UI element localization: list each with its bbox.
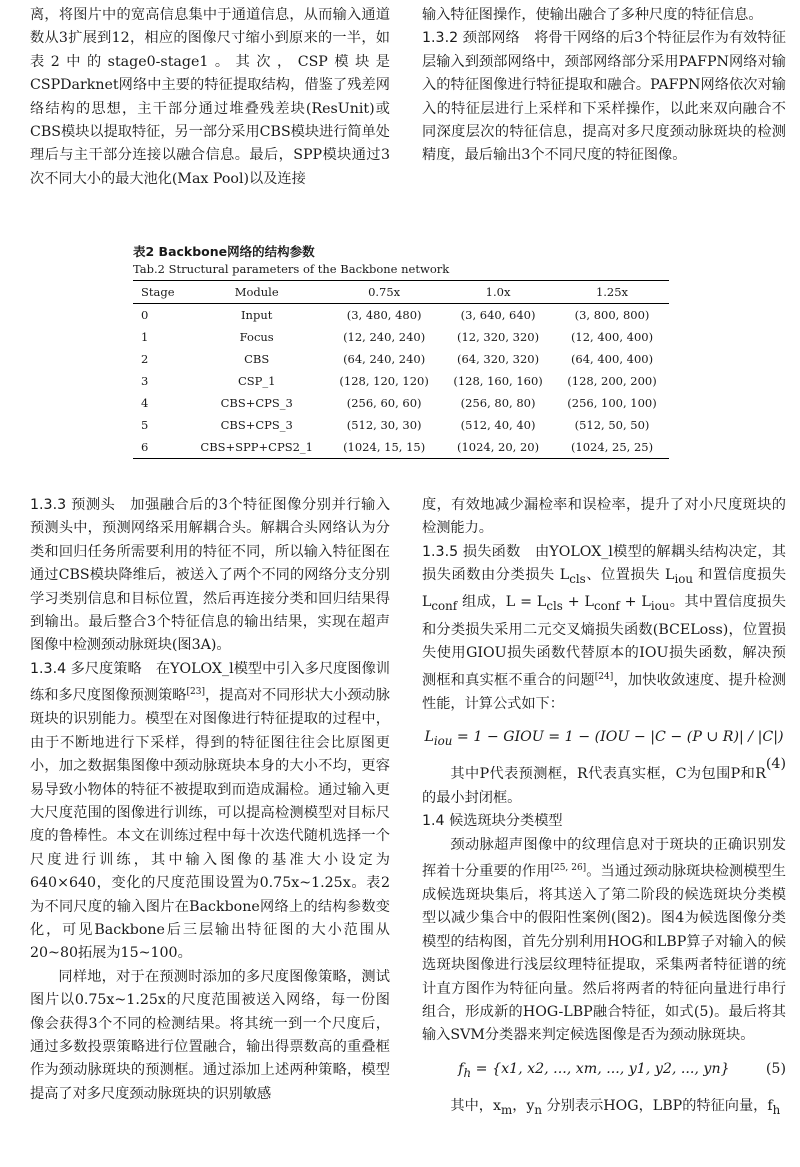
formula-text: f (458, 1060, 464, 1077)
table-cell: CBS+SPP+CPS2_1 (200, 440, 313, 454)
paragraph: 度，有效地减少漏检率和误检率，提升了对小尺度斑块的检测能力。 (422, 497, 786, 537)
section-heading: 1.3.2 颈部网络 (422, 30, 520, 47)
col-header: 1.0x (485, 285, 511, 299)
table-row (133, 436, 669, 459)
citation: [25, 26] (550, 862, 587, 873)
section-1-3-3 (30, 494, 390, 658)
subscript: h (772, 1102, 781, 1117)
section-1-3-5 (422, 541, 786, 716)
paragraph-text: 将骨干网络的后3个特征层作为有效特征层输入到颈部网络中，颈部网络部分采用PAFPN网络对输入的特征图像进行特征提取和融合。PAFPN网络依次对输入的特征层进行上采样和下采样操作，以此来双向融合不同深度层次的特征信息，提高对多尺度颈动脉斑块的检测精度，最后输出3个不同尺度的特征图像。 (422, 30, 786, 164)
paragraph: 输入特征图操作，使输出融合了多种尺度的特征信息。 (422, 7, 763, 23)
table-cell: (1024, 25, 25) (570, 440, 654, 454)
table-cell: (512, 30, 30) (346, 418, 422, 432)
formula-text: L (424, 729, 434, 746)
equation-number: (5) (765, 1060, 786, 1077)
paragraph-text: + L (562, 594, 594, 611)
section-heading: 1.3.5 损失函数 (422, 543, 521, 560)
table-cell: (1024, 20, 20) (456, 440, 540, 454)
table-cell: (64, 240, 240) (343, 352, 426, 366)
subscript: iou (650, 599, 670, 614)
section-heading: 1.3.4 多尺度策略 (30, 660, 142, 677)
table-cell: (64, 320, 320) (456, 352, 540, 366)
table-cell: (12, 400, 400) (570, 330, 654, 344)
subscript: conf (431, 599, 458, 614)
paragraph-text: 和置信度损失 L (422, 567, 787, 611)
col-header: 0.75x (368, 285, 401, 299)
table-cell: (64, 400, 400) (570, 352, 654, 366)
subscript: h (463, 1065, 472, 1080)
table-row (133, 326, 669, 348)
table-cell: (512, 50, 50) (574, 418, 650, 432)
paragraph-text: 在YOLOX_l模型中引入多尺度图像训练和多尺度图像预测策略 (30, 660, 390, 704)
left-column-bottom (30, 494, 390, 1106)
paragraph: 其中P代表预测框，R代表真实框，C为包围P和R的最小封闭框。 (422, 766, 766, 806)
table-cell: 6 (141, 440, 149, 454)
subscript: iou (674, 572, 694, 587)
paragraph-text: 、位置损失 L (585, 567, 675, 584)
table-row (133, 414, 669, 436)
col-header: Stage (141, 285, 175, 299)
subscript: iou (433, 733, 453, 748)
section-1-3-4 (30, 658, 390, 966)
paragraph-text: 分别表示HOG，LBP的特征向量，f (542, 1098, 773, 1115)
subscript: n (534, 1102, 543, 1117)
table-row (133, 392, 669, 414)
table-caption-cn: 表2 Backbone网络的结构参数 (133, 244, 315, 259)
table-cell: (256, 100, 100) (567, 396, 657, 410)
table-2 (133, 242, 669, 459)
table-row (133, 348, 669, 370)
section-1-4 (422, 810, 786, 833)
table-row (133, 370, 669, 392)
equation-number: (4) (765, 756, 786, 773)
table-cell: (12, 320, 320) (456, 330, 540, 344)
paragraph-text: 颈动脉超声图像中的纹理信息对于斑块的正确识别发挥着十分重要的作用 (422, 836, 786, 880)
table-row (133, 304, 669, 327)
table-cell: 1 (141, 330, 149, 344)
table-cell: (3, 480, 480) (346, 308, 422, 322)
table-cell: (512, 40, 40) (460, 418, 536, 432)
paragraph: 离，将图片中的宽高信息集中于通道信息，从而输入通道数从3扩展到12，相应的图像尺寸缩小到原来的一半，如表2中的stage0-stage1。其次，CSP模块是CSPDarknet网络中主要的特征提取结构，借鉴了残差网络结构的思想，主干部分通过堆叠残差块(ResUnit)或CBS模块以提取特征，另一部分采用CBS模块进行简单处理后与主干部分连接以融合信息。最后，SPP模块通过3次不同大小的最大池化(Max Pool)以及连接 (30, 7, 390, 187)
subscript: m (500, 1102, 513, 1117)
subscript: cls (569, 572, 586, 587)
table-cell: 4 (141, 396, 149, 410)
table-cell: (12, 240, 240) (343, 330, 426, 344)
paragraph-text: 。当通过颈动脉斑块检测模型生成候选斑块集后，将其送入了第二阶段的候选斑块分类模型以减少集合中的假阳性案例(图2)。图4为候选图像分类模型的结构图，首先分别利用HOG和LBP算子对输入的候选斑块图像进行浅层纹理特征提取，采集两者特征谱的统计直方图作为特征向量。然后将两者的特征向量进行串行组合，形成新的HOG-LBP融合特征，如式(5)。最后将其输入SVM分类器来判定候选图像是否为颈动脉斑块。 (422, 863, 786, 1044)
table-cell: (3, 800, 800) (574, 308, 650, 322)
formula-5 (422, 1058, 786, 1085)
table-cell: 0 (141, 308, 149, 322)
paragraph-text: + L (619, 594, 651, 611)
table-cell: CBS+CPS_3 (220, 418, 293, 432)
table-cell: CSP_1 (237, 374, 276, 388)
formula-text: = 1 − GIOU = 1 − (IOU − |C − (P ∪ R)| / |C|) (452, 729, 784, 746)
table-cell: CBS+CPS_3 (220, 396, 293, 410)
table-cell: (128, 160, 160) (453, 374, 543, 388)
citation: [24] (594, 671, 614, 682)
col-header: 1.25x (595, 285, 629, 299)
right-column-top (422, 4, 786, 168)
table-cell: (128, 120, 120) (339, 374, 429, 388)
table-cell: 3 (141, 374, 149, 388)
table-cell: Input (241, 308, 273, 322)
table-caption-en: Tab.2 Structural parameters of the Backbone network (133, 262, 450, 276)
paragraph-text: ，提高对不同形状大小颈动脉斑块的识别能力。模型在对图像进行特征提取的过程中，由于不断地进行下采样，得到的特征图往往会比原图更小，加之数据集图像中颈动脉斑块本身的大小不均，更容易导致小物体的特征不被提取到而造成漏检。通过输入更大尺度范围的图像进行训练，可以提高检测模型对目标尺度的鲁棒性。本文在训练过程中每十次迭代随机选择一个尺度进行训练，其中输入图像的基准大小设定为640×640，变化的尺度范围设置为0.75x~1.25x。表2为不同尺度的输入图片在Backbone网络上的结构参数变化，可见Backbone后三层输出特征图的大小范围从20~80拓展为15~100。 (30, 687, 390, 962)
paragraph-text: 由YOLOX_l模型的解耦头结构决定，其损失函数由分类损失 L (422, 543, 786, 584)
table-cell: 2 (141, 352, 149, 366)
formula-text: = {x1, x2, ..., xm, ..., y1, y2, ..., yn} (471, 1060, 730, 1077)
table-cell: 5 (141, 418, 149, 432)
section-heading: 1.3.3 预测头 (30, 497, 116, 513)
paragraph-text: 加强融合后的3个特征图像分别并行输入预测头中，预测网络采用解耦合头。解耦合头网络认为分类和回归任务所需要利用的特征不同，所以输入特征图在通过CBS模块降维后，被送入了两个不同的网络分支分别学习类别信息和目标位置，然后再连接分类和回归结果得到输出。最后整合3个特征信息的输出结果，实现在超声图像中检测颈动脉斑块(图3A)。 (30, 497, 391, 654)
col-header: Module (234, 285, 279, 299)
right-column-bottom (422, 494, 786, 1122)
paragraph-text: ，加快收敛速度、提升检测性能，计算公式如下： (422, 672, 786, 712)
table-cell: (1024, 15, 15) (343, 440, 426, 454)
paragraph-text: 。其中置信度损失和分类损失采用二元交叉熵损失函数(BCELoss)，位置损失使用GIOU损失函数代替原本的IOU损失函数，解决预测框和真实框不重合的问题 (422, 594, 786, 689)
section-1-3-2 (422, 27, 786, 167)
citation: [23] (186, 687, 205, 698)
table-cell: (256, 60, 60) (346, 396, 422, 410)
table-cell: (3, 640, 640) (460, 308, 536, 322)
paragraph-text: 组成，L = L (457, 594, 547, 611)
paragraph (422, 834, 786, 1048)
table-cell: (128, 200, 200) (567, 374, 657, 388)
subscript: cls (546, 599, 563, 614)
left-column-top (30, 4, 390, 191)
table-cell: CBS (244, 352, 270, 366)
paragraph: 同样地，对于在预测时添加的多尺度图像策略，测试图片以0.75x~1.25x的尺度范围被送入网络，每一份图像会获得3个不同的检测结果。将其统一到一个尺度后，通过多数投票策略进行位置融合，输出得票数高的重叠框作为颈动脉斑块的预测框。通过添加上述两种策略，模型提高了对多尺度颈动脉斑块的识别敏感 (30, 968, 390, 1102)
paragraph-text: ，y (512, 1098, 535, 1115)
paragraph-text: 其中，x (450, 1098, 501, 1115)
formula-4 (422, 726, 786, 773)
table-cell: (256, 80, 80) (460, 396, 536, 410)
paragraph (422, 1095, 786, 1122)
subscript: conf (593, 599, 620, 614)
structure-table (133, 280, 669, 459)
section-heading: 1.4 候选斑块分类模型 (422, 813, 563, 830)
table-cell: Focus (239, 330, 274, 344)
table-header-row (133, 281, 669, 304)
